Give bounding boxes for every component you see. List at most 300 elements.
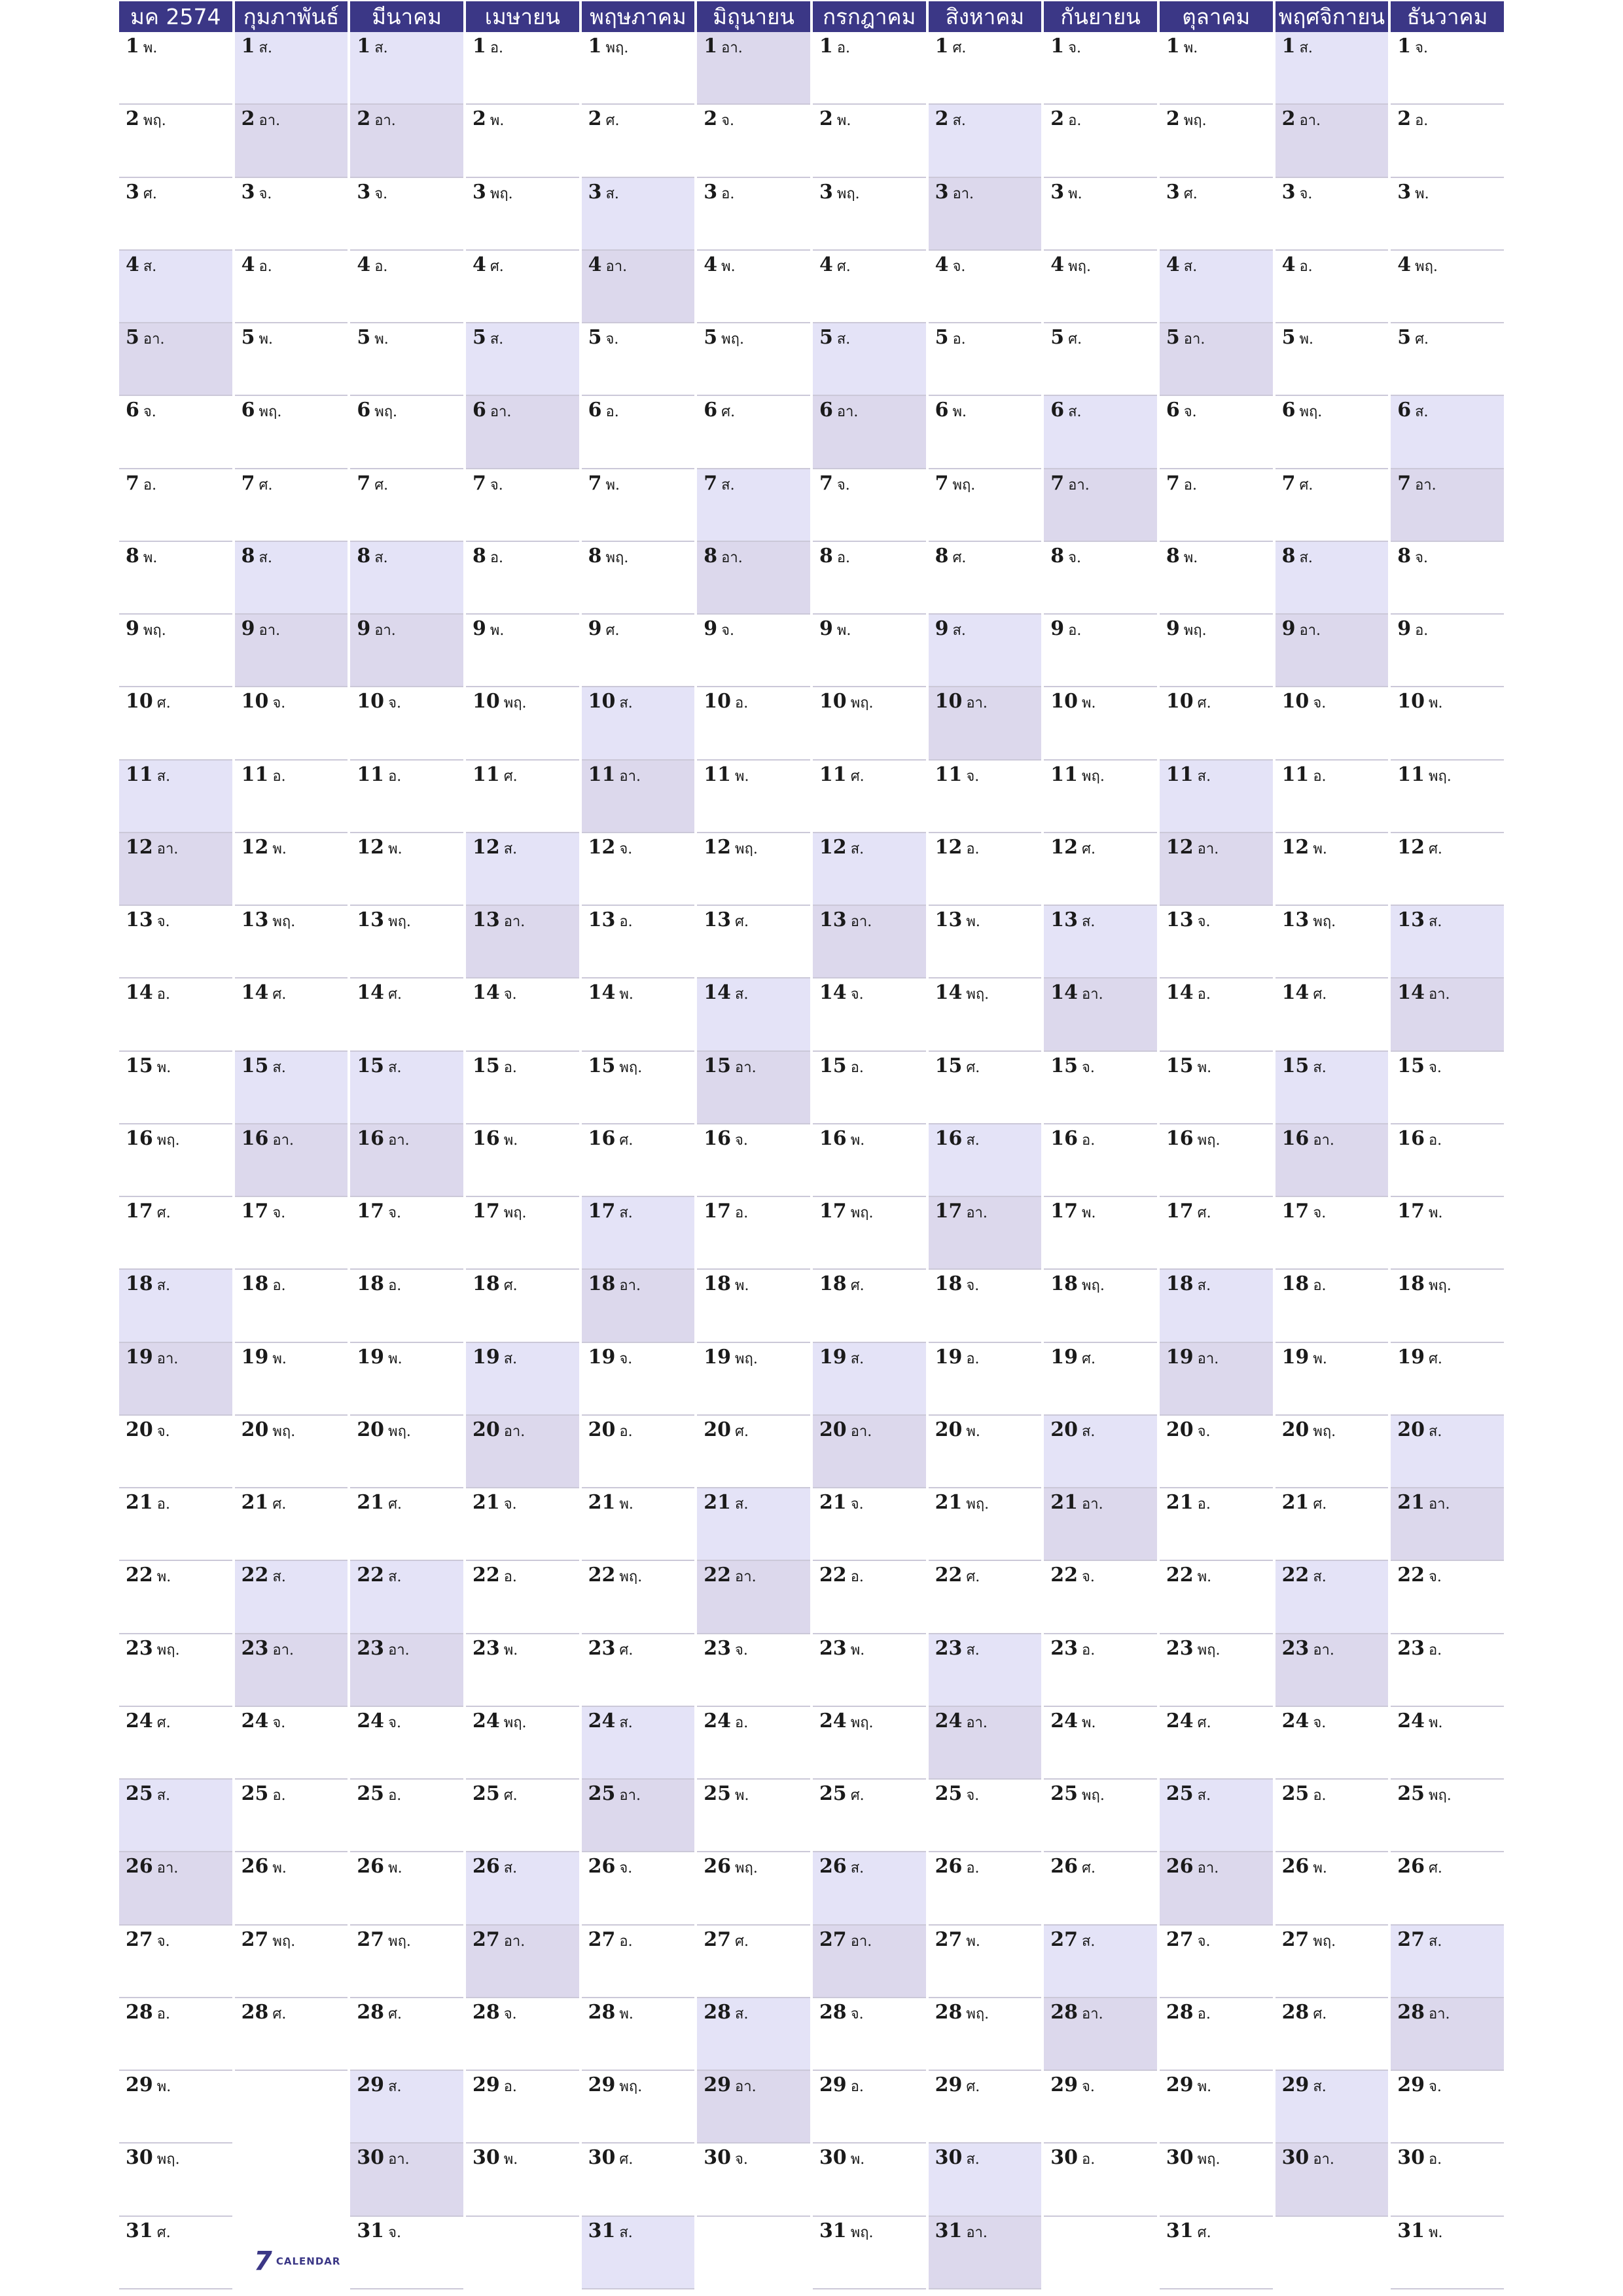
day-cell [119,1926,232,1998]
day-number: 20 อา. [472,1418,526,1441]
weekday-abbrev: ส. [721,476,735,493]
day-number: 24 พ. [1050,1709,1096,1732]
day-number: 7 อา. [1397,471,1436,495]
day-number: 23 อา. [357,1636,410,1660]
day-cell [466,1852,579,1925]
day-number: 1 จ. [1397,35,1428,58]
day-cell [929,1926,1042,1998]
weekday-abbrev: พฤ. [156,1132,180,1149]
weekday-abbrev: จ. [388,1205,401,1221]
day-cell [235,1416,348,1488]
day-cell [582,1197,695,1270]
day-cell [813,978,926,1051]
weekday-abbrev: อา. [1197,840,1219,857]
day-cell [119,1707,232,1780]
weekday-abbrev: อา. [1415,476,1436,493]
weekday-abbrev: ศ. [735,914,749,930]
day-number: 30 จ. [704,2146,748,2170]
day-number: 4 ศ. [472,253,504,276]
weekday-abbrev: พฤ. [735,1350,758,1367]
weekday-abbrev: พ. [156,2079,171,2095]
weekday-abbrev: ส. [850,1350,865,1367]
month-header: เมษายน [466,1,579,32]
weekday-abbrev: ส. [1197,768,1211,785]
weekday-abbrev: จ. [966,1278,980,1295]
weekday-abbrev: ส. [1313,1569,1327,1586]
weekday-abbrev: ส. [1082,1933,1096,1950]
weekday-abbrev: พ. [272,840,287,857]
day-number: 10 พฤ. [819,690,874,713]
weekday-abbrev: ศ. [735,1423,749,1440]
day-cell [1044,1561,1157,1634]
day-number: 2 พฤ. [126,107,166,131]
day-number: 24 จ. [357,1709,401,1732]
day-number: 17 จ. [1281,1200,1327,1223]
day-cell [813,1416,926,1488]
day-cell [350,1416,463,1488]
weekday-abbrev: ศ. [272,986,287,1003]
day-cell [813,1780,926,1852]
weekday-abbrev: อ. [156,2005,170,2022]
weekday-abbrev: ส. [1082,1423,1096,1440]
weekday-abbrev: จ. [1197,1423,1211,1440]
weekday-abbrev: ศ. [1428,840,1442,857]
day-cell [350,251,463,323]
weekday-abbrev: จ. [259,185,272,202]
day-cell [1275,105,1389,177]
day-cell [466,1488,579,1561]
weekday-abbrev: ส. [503,1350,518,1367]
day-cell [235,1780,348,1852]
day-cell [582,1416,695,1488]
day-number: 4 ศ. [819,253,851,276]
day-number: 24 พฤ. [819,1709,874,1732]
day-number: 20 พฤ. [241,1418,296,1441]
day-cell [1044,105,1157,177]
day-cell [235,1052,348,1124]
weekday-abbrev: พ. [1428,2224,1443,2241]
day-cell [1275,1488,1389,1561]
weekday-abbrev: พ. [374,331,389,348]
weekday-abbrev: พ. [1197,1569,1212,1586]
weekday-abbrev: อ. [850,1059,864,1076]
day-number: 5 ส. [472,326,504,349]
weekday-abbrev: พ. [1428,1714,1443,1731]
day-number: 12 พ. [357,835,402,859]
day-cell [1160,1416,1273,1488]
weekday-abbrev: อ. [836,549,851,566]
day-number: 27 พฤ. [241,1928,296,1951]
weekday-abbrev: ศ. [952,40,967,56]
weekday-abbrev: จ. [605,331,619,348]
weekday-abbrev: ส. [735,986,749,1003]
brand-logo-mark: 7 [254,2246,272,2276]
weekday-abbrev: อา. [1428,1496,1450,1513]
weekday-abbrev: พ. [966,1933,980,1950]
day-number: 25 อา. [588,1782,641,1805]
day-cell [582,105,695,177]
weekday-abbrev: จ. [388,695,401,712]
day-cell [1275,396,1389,469]
weekday-abbrev: อา. [156,1860,179,1877]
weekday-abbrev: จ. [272,1714,286,1731]
day-number: 14 จ. [819,981,864,1005]
day-cell [1391,833,1504,906]
weekday-abbrev: อา. [388,1132,410,1149]
weekday-abbrev: อา. [490,404,512,421]
day-cell [1044,1488,1157,1561]
day-cell [813,396,926,469]
day-cell [813,1707,926,1780]
day-number: 13 จ. [1166,908,1211,931]
weekday-abbrev: พฤ. [1428,1787,1452,1804]
weekday-abbrev: จ. [1415,549,1428,566]
day-cell [119,1852,232,1925]
weekday-abbrev: พฤ. [503,1714,527,1731]
day-number: 29 อ. [472,2073,517,2096]
day-cell [466,1052,579,1124]
day-number: 8 อ. [472,544,504,567]
day-number: 26 ศ. [1397,1855,1442,1878]
day-cell [1160,1270,1273,1342]
day-number: 29 พ. [1166,2073,1212,2096]
day-cell [1160,1707,1273,1780]
day-cell [1044,396,1157,469]
weekday-abbrev: ศ. [156,1714,171,1731]
day-number: 3 อา. [935,180,974,204]
weekday-abbrev: อา. [850,914,872,930]
weekday-abbrev: อ. [850,1569,864,1586]
day-cell [350,2071,463,2144]
day-cell [1391,2071,1504,2144]
weekday-abbrev: อา. [1082,1496,1103,1513]
weekday-abbrev: ส. [619,1205,633,1221]
day-cell [1275,1343,1389,1416]
weekday-abbrev: อา. [1428,2005,1450,2022]
day-number: 11 ศ. [472,762,518,786]
day-cell [1275,32,1389,105]
day-cell [119,1780,232,1852]
day-cell [929,396,1042,469]
weekday-abbrev: ส. [259,549,272,566]
day-cell [1160,1488,1273,1561]
weekday-abbrev: จ. [503,986,517,1003]
weekday-abbrev: พฤ. [1313,1933,1336,1950]
day-number: 17 พ. [1397,1200,1443,1223]
day-cell [813,2144,926,2216]
day-number: 18 จ. [935,1272,980,1296]
day-number: 9 พฤ. [1166,617,1207,640]
day-number: 7 อ. [126,471,157,495]
day-cell [350,1561,463,1634]
weekday-abbrev: อา. [503,914,526,930]
weekday-abbrev: พ. [272,1350,287,1367]
day-number: 24 จ. [241,1709,286,1732]
day-number: 23 ส. [935,1636,980,1660]
weekday-abbrev: ส. [143,258,157,275]
day-cell [235,1270,348,1342]
day-number: 23 พ. [819,1636,865,1660]
day-number: 11 อ. [241,762,286,786]
day-number: 30 พ. [472,2146,518,2170]
weekday-abbrev: พฤ. [1299,404,1323,421]
day-cell [1044,1124,1157,1197]
empty-day-cell [235,2071,348,2144]
day-number: 10 พฤ. [472,690,527,713]
weekday-abbrev: พฤ. [966,1496,990,1513]
weekday-abbrev: ส. [156,1787,171,1804]
weekday-abbrev: ศ. [735,1933,749,1950]
day-cell [1391,1561,1504,1634]
day-number: 29 จ. [1397,2073,1442,2096]
day-number: 6 ส. [1050,399,1082,422]
day-cell [235,1926,348,1998]
day-number: 27 พฤ. [357,1928,411,1951]
weekday-abbrev: พฤ. [490,185,513,202]
weekday-abbrev: อ. [619,1933,633,1950]
day-number: 31 พ. [1397,2219,1443,2242]
weekday-abbrev: อ. [952,331,966,348]
day-number: 25 ส. [1166,1782,1211,1805]
weekday-abbrev: ส. [1428,1423,1442,1440]
weekday-abbrev: พ. [156,1569,171,1586]
day-cell [1044,1926,1157,1998]
weekday-abbrev: ศ. [143,185,157,202]
weekday-abbrev: พ. [143,40,158,56]
day-cell [235,396,348,469]
weekday-abbrev: พ. [850,1641,865,1659]
day-cell [813,1197,926,1270]
day-cell [1275,1270,1389,1342]
weekday-abbrev: อ. [966,840,980,857]
day-cell [1160,1780,1273,1852]
day-number: 21 พฤ. [935,1491,990,1514]
day-number: 12 ศ. [1050,835,1096,859]
day-cell [929,1780,1042,1852]
day-number: 17 ศ. [126,1200,171,1223]
day-number: 7 จ. [819,471,850,495]
day-cell [1044,2071,1157,2144]
weekday-abbrev: พ. [966,914,980,930]
day-number: 28 ส. [704,2000,749,2024]
weekday-abbrev: จ. [1428,1059,1442,1076]
day-number: 23 จ. [704,1636,748,1660]
weekday-abbrev: จ. [156,1933,170,1950]
day-number: 1 ส. [241,35,272,58]
day-cell [697,469,810,542]
weekday-abbrev: ส. [1068,404,1082,421]
day-cell [1044,323,1157,396]
day-cell [1275,1852,1389,1925]
weekday-abbrev: ส. [966,1641,980,1659]
weekday-abbrev: ส. [374,40,388,56]
weekday-abbrev: อ. [272,1787,286,1804]
weekday-abbrev: พ. [1082,1205,1096,1221]
weekday-abbrev: จ. [1415,40,1428,56]
day-number: 29 จ. [1050,2073,1095,2096]
day-cell [582,687,695,760]
day-cell [1160,178,1273,251]
weekday-abbrev: พ. [503,1641,518,1659]
day-number: 2 อา. [241,107,281,131]
day-cell [1391,687,1504,760]
day-cell [582,32,695,105]
weekday-abbrev: ส. [1415,404,1429,421]
weekday-abbrev: พฤ. [836,185,860,202]
day-number: 27 อ. [588,1928,633,1951]
day-cell [697,1561,810,1634]
day-number: 19 พ. [1281,1345,1327,1369]
day-cell [582,1561,695,1634]
weekday-abbrev: พฤ. [1313,1423,1336,1440]
day-cell [582,1852,695,1925]
day-cell [929,178,1042,251]
weekday-abbrev: พฤ. [156,1641,180,1659]
day-number: 19 ศ. [1397,1345,1442,1369]
weekday-abbrev: พฤ. [605,40,629,56]
day-cell [1044,687,1157,760]
day-cell [582,833,695,906]
day-cell [813,105,926,177]
day-cell [350,906,463,978]
day-cell [1160,396,1273,469]
weekday-abbrev: จ. [735,2151,748,2168]
day-number: 22 อา. [704,1564,757,1587]
day-number: 14 อ. [1166,981,1211,1005]
day-cell [697,542,810,615]
weekday-abbrev: ศ. [1313,986,1327,1003]
day-cell [1275,2071,1389,2144]
day-number: 3 ศ. [126,180,157,204]
day-number: 9 พ. [472,617,505,640]
day-number: 13 อา. [472,908,526,931]
day-cell [813,1852,926,1925]
day-cell [1160,1197,1273,1270]
day-cell [813,178,926,251]
day-number: 22 ส. [241,1564,286,1587]
day-cell [1160,615,1273,687]
day-cell [697,251,810,323]
day-number: 6 อา. [819,399,859,422]
day-number: 20 พฤ. [1281,1418,1336,1441]
weekday-abbrev: จ. [1082,2079,1095,2095]
day-number: 9 ศ. [588,617,620,640]
day-number: 12 ส. [472,835,518,859]
day-number: 24 ส. [588,1709,633,1732]
weekday-abbrev: อา. [1313,1641,1334,1659]
weekday-abbrev: พ. [1068,185,1082,202]
day-number: 15 จ. [1050,1054,1095,1077]
day-cell [466,687,579,760]
weekday-abbrev: ส. [966,2151,980,2168]
day-number: 14 ส. [704,981,749,1005]
day-number: 9 พ. [819,617,851,640]
day-number: 30 อา. [357,2146,410,2170]
weekday-abbrev: ศ. [388,986,402,1003]
day-cell [350,687,463,760]
weekday-abbrev: อา. [388,1641,410,1659]
day-number: 6 จ. [1166,399,1197,422]
day-number: 1 พ. [1166,35,1198,58]
weekday-abbrev: อ. [1428,2151,1442,2168]
day-cell [350,323,463,396]
day-number: 31 ศ. [126,2219,171,2242]
day-cell [119,1998,232,2071]
day-cell [1391,1488,1504,1561]
day-number: 20 ส. [1397,1418,1442,1441]
day-cell [1275,1561,1389,1634]
day-number: 12 อา. [1166,835,1219,859]
day-number: 6 ศ. [704,399,736,422]
weekday-abbrev: พฤ. [1183,622,1207,639]
weekday-abbrev: อา. [1428,986,1450,1003]
day-cell [235,1488,348,1561]
day-cell [1391,1343,1504,1416]
day-number: 19 พ. [241,1345,287,1369]
weekday-abbrev: ศ. [619,1132,633,1149]
weekday-abbrev: พ. [952,404,967,421]
weekday-abbrev: อา. [836,404,859,421]
day-cell [697,323,810,396]
day-number: 18 อ. [241,1272,286,1296]
day-number: 29 พฤ. [588,2073,643,2096]
day-number: 16 อา. [241,1126,294,1150]
weekday-abbrev: จ. [1068,40,1082,56]
day-number: 25 ศ. [472,1782,518,1805]
weekday-abbrev: จ. [1082,1569,1095,1586]
day-cell [1044,178,1157,251]
weekday-abbrev: อา. [850,1933,872,1950]
day-cell [119,2144,232,2216]
day-number: 16 พ. [472,1126,518,1150]
day-number: 20 จ. [126,1418,170,1441]
day-number: 16 อา. [357,1126,410,1150]
day-number: 4 อ. [1281,253,1313,276]
day-cell [466,1416,579,1488]
day-cell [929,1634,1042,1707]
day-number: 3 ศ. [1166,180,1198,204]
day-number: 8 อ. [819,544,851,567]
day-number: 26 จ. [588,1855,633,1878]
day-number: 6 จ. [126,399,156,422]
weekday-abbrev: อ. [1197,1496,1211,1513]
day-number: 23 พฤ. [1166,1636,1221,1660]
day-number: 15 อ. [819,1054,864,1077]
day-cell [235,761,348,833]
weekday-abbrev: อ. [1068,113,1082,130]
day-cell [1391,396,1504,469]
weekday-abbrev: ศ. [605,113,620,130]
day-cell [813,1270,926,1342]
day-cell [929,105,1042,177]
day-cell [1391,615,1504,687]
weekday-abbrev: ศ. [503,1278,518,1295]
weekday-abbrev: อา. [1197,1350,1219,1367]
weekday-abbrev: พ. [836,113,851,130]
day-number: 30 ส. [935,2146,980,2170]
day-cell [1044,1852,1157,1925]
day-number: 3 อ. [704,180,735,204]
day-cell [813,1488,926,1561]
weekday-abbrev: พ. [850,2151,865,2168]
day-cell [1391,1780,1504,1852]
weekday-abbrev: พฤ. [388,914,411,930]
day-cell [582,906,695,978]
weekday-abbrev: จ. [1428,1569,1442,1586]
weekday-abbrev: พฤ. [272,1423,296,1440]
day-number: 25 ส. [126,1782,171,1805]
day-cell [582,178,695,251]
